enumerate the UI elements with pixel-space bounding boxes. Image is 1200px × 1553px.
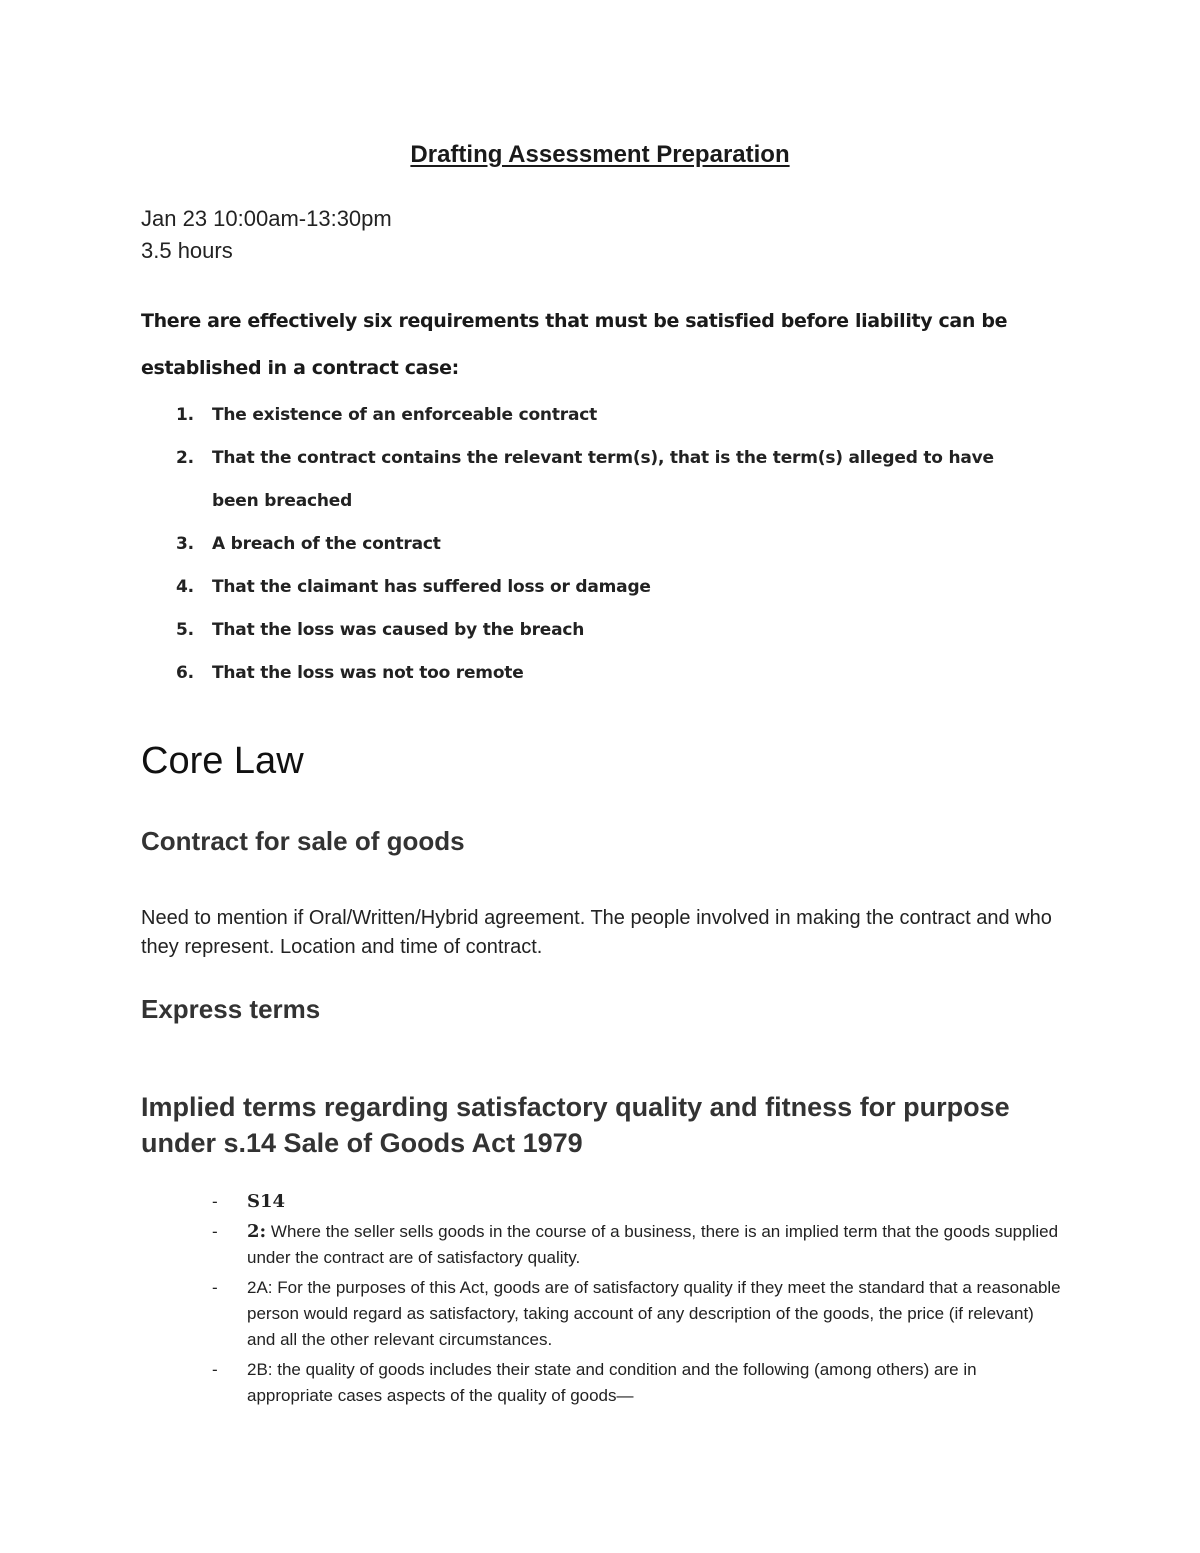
session-date-time: Jan 23 10:00am-13:30pm [141,206,392,231]
subsection-text: 2A: For the purposes of this Act, goods are of satisfactory quality if they meet the standard that a reasonable person would regard as satisfactory, taking account of any description of the goods, the price (if relevant) and all the other relevant circumstances. [247,1278,1061,1349]
list-item-text: That the loss was not too remote [212,663,524,683]
list-number: 1. [176,405,194,425]
list-number: 2. [176,448,194,468]
list-item-text: That the claimant has suffered loss or damage [212,577,651,597]
list-item-text: That the loss was caused by the breach [212,620,585,640]
sale-of-goods-heading: Contract for sale of goods [141,826,465,856]
list-item [141,523,1041,566]
list-number: 3. [176,534,194,554]
list-number: 6. [176,663,194,683]
subsection-text: 2B: the quality of goods includes their state and condition and the following (among others) are in appropriate cases aspects of the quality of goods— [247,1360,977,1405]
bullet-dash: - [212,1360,218,1379]
list-item-text: The existence of an enforceable contract [212,405,598,425]
s14-label: S14 [247,1191,286,1212]
list-item [141,652,1041,695]
list-item [141,394,1041,437]
session-duration: 3.5 hours [141,238,233,263]
list-item-text: That the contract contains the relevant term(s), that is the term(s) alleged to have been breached [212,448,994,511]
bullet-dash: - [212,1222,218,1241]
bullet-dash: - [212,1278,218,1297]
requirements-intro: There are effectively six requirements that must be satisfied before liability can be established in a contract case: [141,310,1008,379]
requirements-list [141,394,1041,695]
s14-list [141,1189,1061,1413]
implied-terms-heading: Implied terms regarding satisfactory quality and fitness for purpose under s.14 Sale of Goods Act 1979 [141,1092,1010,1158]
sale-of-goods-paragraph: Need to mention if Oral/Written/Hybrid agreement. The people involved in making the contract and who they represent. Location and time of contract. [141,907,1052,958]
document-title: Drafting Assessment Preparation [410,141,790,168]
list-item [141,1219,1061,1271]
list-item [141,1189,1061,1215]
list-item [141,609,1041,652]
list-number: 4. [176,577,194,597]
subsection-label: 2: [247,1221,267,1242]
list-item [141,1357,1061,1409]
bullet-dash: - [212,1192,218,1211]
list-item-text: A breach of the contract [212,534,441,554]
list-item [141,566,1041,609]
express-terms-heading: Express terms [141,994,321,1024]
list-number: 5. [176,620,194,640]
core-law-heading: Core Law [141,740,304,782]
list-item [141,437,1041,523]
list-item [141,1275,1061,1353]
subsection-text: Where the seller sells goods in the course of a business, there is an implied term that the goods supplied under the contract are of satisfactory quality. [247,1222,1059,1267]
